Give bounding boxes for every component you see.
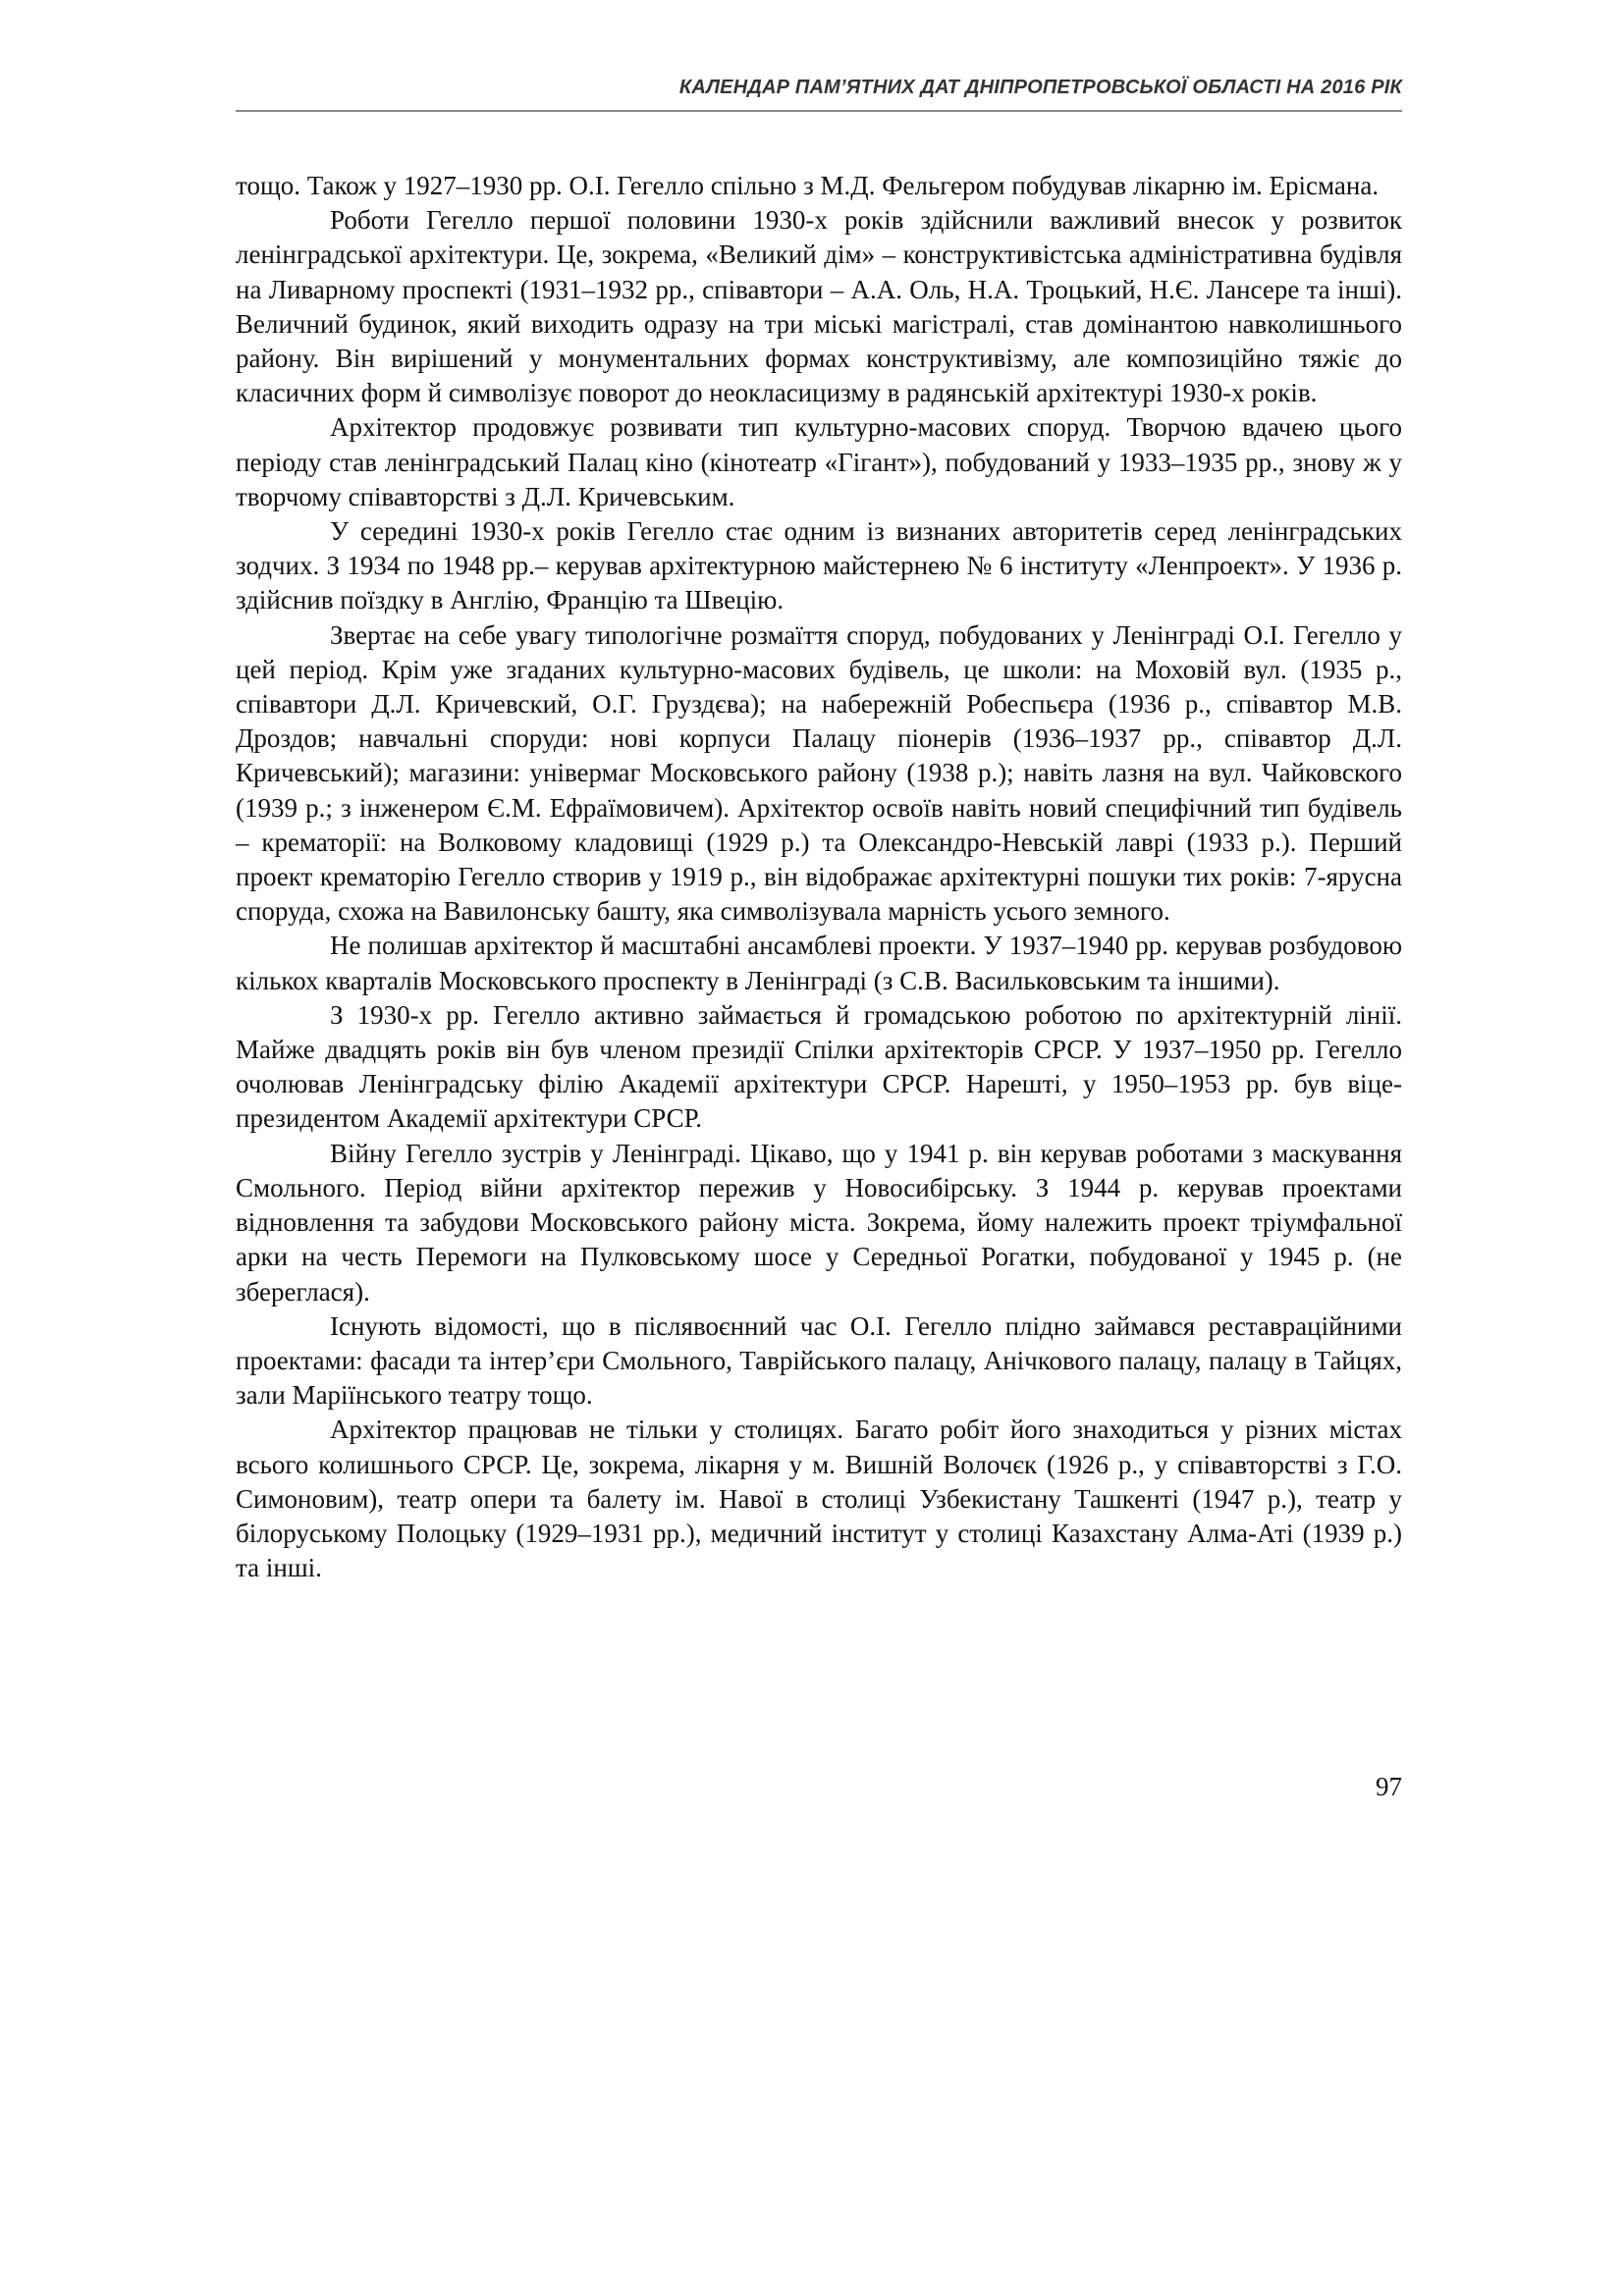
header-divider: [236, 110, 1402, 112]
paragraph: Звертає на себе увагу типологічне розмаїття споруд, побудованих у Ленінграді О.І. Гегелло у цей період. Крім уже згаданих культурно-масових будівель, це школи: на Моховій вул. (1935 р., співавтори Д.Л. Кричевский, О.Г. Груздєва); на набережній Робеспьєра (1936 р., співавтор М.В. Дроздов; навчальні споруди: нові корпуси Палацу піонерів (1936–1937 рр., співавтор Д.Л. Кричевський); магазини: універмаг Московського району (1938 р.); навіть лазня на вул. Чайковского (1939 р.; з інженером Є.М. Ефраїмовичем). Архітектор освоїв навіть новий специфічний тип будівель – крематорії: на Волковому кладовищі (1929 р.) та Олександро-Невській лаврі (1933 р.). Перший проект крематорію Гегелло створив у 1919 р., він відображає архітектурні пошуки тих років: 7-ярусна споруда, схожа на Вавилонську башту, яка символізувала марність усього земного.: [236, 619, 1402, 927]
paragraph: Не полишав архітектор й масштабні ансамблеві проекти. У 1937–1940 рр. керував розбудовою кількох кварталів Московського проспекту в Ленінграді (з С.В. Васильковським та іншими).: [236, 931, 1402, 995]
paragraph: Існують відомості, що в післявоєнний час О.І. Гегелло плідно займався реставраційними проектами: фасади та інтер’єри Смольного, Таврійського палацу, Анічкового палацу, палацу в Тайцях, зали Маріїнського театру тощо.: [236, 1310, 1402, 1411]
page-number: 97: [1376, 1772, 1402, 1801]
paragraph: Війну Гегелло зустрів у Ленінграді. Цікаво, що у 1941 р. він керував роботами з маскування Смольного. Період війни архітектор пережив у Новосибірську. З 1944 р. керував проектами відновлення та забудови Московського району міста. Зокрема, йому належить проект тріумфальної арки на честь Перемоги на Пулковському шосе у Середньої Рогатки, побудованої у 1945 р. (не збереглася).: [236, 1138, 1402, 1307]
paragraph: тощо. Також у 1927–1930 рр. О.І. Гегелло спільно з М.Д. Фельгером побудував лікарню ім. Ерісмана.: [236, 171, 1380, 200]
paragraph: Архітектор працював не тільки у столицях. Багато робіт його знаходиться у різних містах всього колишнього СРСР. Це, зокрема, лікарня у м. Вишній Волочєк (1926 р., у співавторстві з Г.О. Симоновим), театр опери та балету ім. Навої в столиці Узбекистану Ташкенті (1947 р.), театр у білоруському Полоцьку (1929–1931 рр.), медичний інститут у столиці Казахстану Алма-Аті (1939 р.) та інші.: [236, 1415, 1402, 1583]
paragraph: З 1930-х рр. Гегелло активно займається й громадською роботою по архітектурній лінії. Майже двадцять років він був членом президії Спілки архітекторів СРСР. У 1937–1950 рр. Гегелло очолював Ленінградську філію Академії архітектури СРСР. Нарешті, у 1950–1953 рр. був віце-президентом Академії архітектури СРСР.: [236, 999, 1402, 1134]
paragraph: Архітектор продовжує розвивати тип культурно-масових споруд. Творчою вдачею цього періоду став ленінградський Палац кіно (кінотеатр «Гігант»), побудований у 1933–1935 рр., знову ж у творчому співавторстві з Д.Л. Кричевським.: [236, 412, 1402, 511]
main-text: [236, 169, 1402, 1585]
paragraph: У середині 1930-х років Гегелло стає одним із визнаних авторитетів серед ленінградських зодчих. З 1934 по 1948 рр.– керував архітектурною майстернею № 6 інституту «Ленпроект». У 1936 р. здійснив поїздку в Англію, Францію та Швецію.: [236, 516, 1402, 615]
running-header: КАЛЕНДАР ПАМ’ЯТНИХ ДАТ ДНІПРОПЕТРОВСЬКОЇ ОБЛАСТІ НА 2016 РІК: [678, 77, 1402, 98]
paragraph: Роботи Гегелло першої половини 1930-х років здійснили важливий внесок у розвиток ленінградської архітектури. Це, зокрема, «Великий дім» – конструктивістська адміністративна будівля на Ливарному проспекті (1931–1932 рр., співавтори – А.А. Оль, Н.А. Троцький, Н.Є. Лансере та інші). Величний будинок, який виходить одразу на три міські магістралі, став домінантою навколишнього району. Він вирішений у монументальних формах конструктивізму, але композиційно тяжіє до класичних форм й символізує поворот до неокласицизму в радянській архітектурі 1930-х років.: [236, 205, 1402, 408]
